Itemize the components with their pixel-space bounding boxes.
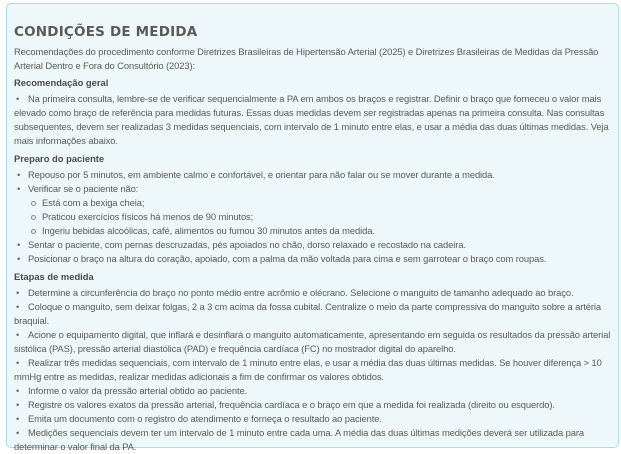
list-item <box>14 412 611 426</box>
bullet-icon: • <box>17 183 21 194</box>
list-item-text: Registre os valores exatos da pressão arterial, frequência cardíaca e o braço em que a medida foi realizada (direito ou esquerdo). <box>28 399 555 410</box>
list-item <box>14 300 611 328</box>
circle-bullet-icon <box>31 215 36 220</box>
section-title-measurement-steps: Etapas de medida <box>14 271 94 282</box>
list-item-text: Informe o valor da pressão arterial obtido ao paciente. <box>28 385 248 396</box>
patient-checklist-sublist <box>28 196 611 238</box>
list-item <box>14 356 611 384</box>
list-item <box>14 252 611 266</box>
list-item-text: Emita um documento com o registro do atendimento e forneça o resultado ao paciente. <box>28 413 382 424</box>
list-item <box>14 384 611 398</box>
sublist-item <box>28 196 611 210</box>
sublist-item-text: Praticou exercícios físicos há menos de 90 minutos; <box>42 211 254 222</box>
list-item-text: Posicionar o braço na altura do coração, apoiado, com a palma da mão voltada para cima e sem garrotear o braço com roupas. <box>28 253 547 264</box>
bullet-icon: • <box>17 239 21 250</box>
card-title: CONDIÇÕES DE MEDIDA <box>14 24 198 40</box>
sublist-item-text: Ingeriu bebidas alcoólicas, café, alimentos ou fumou 30 minutos antes da medida. <box>42 225 375 236</box>
bullet-icon: • <box>16 399 20 410</box>
bullet-icon: • <box>16 413 20 424</box>
measurement-steps-list <box>14 286 611 454</box>
bullet-icon: • <box>16 287 20 298</box>
list-item <box>14 328 611 356</box>
section-title-general-recommendation: Recomendação geral <box>14 77 109 88</box>
card-intro: Recomendações do procedimento conforme Diretrizes Brasileiras de Hipertensão Arterial (2025) e Diretrizes Brasileiras de Medidas da Pressão Arterial Dentro e Fora do Consultório (2023): <box>14 46 599 71</box>
list-item-text: Sentar o paciente, com pernas descruzadas, pés apoiados no chão, dorso relaxado e recostado na cadeira. <box>28 239 466 250</box>
list-item-text: Verificar se o paciente não: <box>28 183 139 194</box>
bullet-icon: • <box>16 385 20 396</box>
sublist-item-text: Está com a bexiga cheia; <box>42 197 145 208</box>
bullet-icon: • <box>16 427 20 438</box>
list-item <box>14 286 611 300</box>
general-recommendation-text: Na primeira consulta, lembre-se de verificar sequencialmente a PA em ambos os braços e registrar. Definir o braço que forneceu o valor mais elevado como braço de referência para medidas futuras. Essas duas medidas devem ser registradas apenas na primeira consulta. Nas consultas subsequentes, devem ser realizadas 3 medidas sequenciais, com intervalo de 1 minuto entre elas, e usar a média das duas últimas medidas. Veja mais informações abaixo. <box>14 93 609 146</box>
bullet-icon: • <box>16 357 20 368</box>
sublist-item <box>28 224 611 238</box>
list-item <box>14 398 611 412</box>
patient-preparation-list <box>14 168 611 266</box>
bullet-icon: • <box>16 93 20 104</box>
measurement-conditions-card <box>6 3 619 452</box>
general-recommendation-paragraph <box>14 92 611 148</box>
list-item <box>14 168 611 182</box>
list-item-text: Realizar três medidas sequenciais, com intervalo de 1 minuto entre elas, e usar a média das duas últimas medidas. Se houver diferença > 10 mmHg entre as medidas, realizar medidas adicionais a fim de confirmar os valores obtidos. <box>14 357 602 382</box>
sublist-item <box>28 210 611 224</box>
list-item <box>14 238 611 252</box>
list-item-text: Determine a circunferência do braço no ponto médio entre acrômio e olécrano. Selecione o manguito de tamanho adequado ao braço. <box>28 287 574 298</box>
bullet-icon: • <box>17 253 21 264</box>
section-title-patient-preparation: Preparo do paciente <box>14 153 105 164</box>
bullet-icon: • <box>16 329 20 340</box>
list-item-text: Acione o equipamento digital, que inflará e desinflará o manguito automaticamente, apresentando em seguida os resultados da pressão arterial sistólica (PAS), pressão arterial diastólica (PAD) e frequência cardíaca (FC) no mostrador digital do aparelho. <box>14 329 611 354</box>
list-item <box>14 182 611 238</box>
circle-bullet-icon <box>31 201 36 206</box>
list-item <box>14 426 611 454</box>
list-item-text: Repouso por 5 minutos, em ambiente calmo e confortável, e orientar para não falar ou se mover durante a medida. <box>28 169 495 180</box>
bullet-icon: • <box>16 301 20 312</box>
bullet-icon: • <box>17 169 21 180</box>
list-item-text: Medições sequenciais devem ter um intervalo de 1 minuto entre cada uma. A média das duas últimas medições deverá ser utilizada para determinar o valor final da PA. <box>14 427 584 452</box>
circle-bullet-icon <box>31 229 36 234</box>
list-item-text: Coloque o manguito, sem deixar folgas, 2 a 3 cm acima da fossa cubital. Centralize o meio da parte compressiva do manguito sobre a artéria braquial. <box>14 301 601 326</box>
